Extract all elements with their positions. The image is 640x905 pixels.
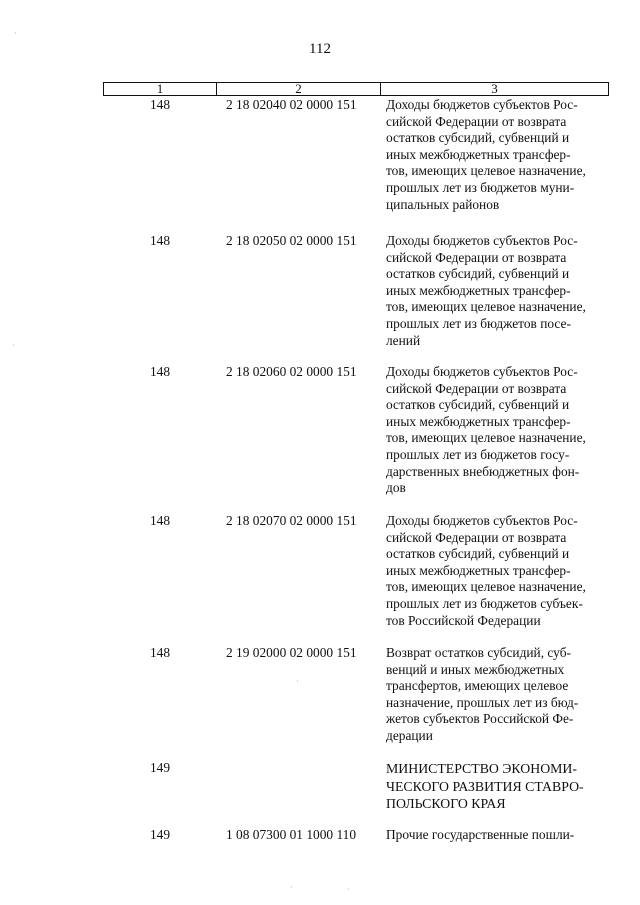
- row-col2-budget-code: 2 18 02060 02 0000 151: [226, 364, 357, 379]
- row-col1-code: 148: [149, 364, 171, 379]
- row-col3-description: Доходы бюджетов субъектов Рос- сийской Федерации от возврата остатков субсидий, субвенций и иных межбюджетных трансфер- тов, имеющих целевое назначение, прошлых лет из бюджетов госу- дарственных внебюджетных фон- дов: [386, 364, 586, 496]
- table-header-col-2: 2: [217, 83, 381, 95]
- row-col2-budget-code: 2 19 02000 02 0000 151: [226, 645, 357, 660]
- row-col1-code: 148: [149, 97, 171, 112]
- row-col3-description: Прочие государственные пошли-: [386, 827, 575, 842]
- row-col1-code: 149: [149, 760, 171, 775]
- row-col2-budget-code: 2 18 02040 02 0000 151: [226, 97, 357, 112]
- row-col1-code: 149: [149, 827, 171, 842]
- table-header-col-1: 1: [104, 83, 217, 95]
- row-col3-description: Возврат остатков субсидий, суб- венций и иных межбюджетных трансфертов, имеющих целевое назначение, прошлых лет из бюд- жетов субъектов Российской Фе- дерации: [386, 645, 579, 743]
- row-col3-description: Доходы бюджетов субъектов Рос- сийской Федерации от возврата остатков субсидий, субвенций и иных межбюджетных трансфер- тов, имеющих целевое назначение, прошлых лет из бюджетов субъек- тов Российской Федерации: [386, 513, 586, 628]
- row-col2-budget-code: 1 08 07300 01 1000 110: [226, 827, 357, 842]
- scan-speck: ·: [347, 885, 350, 894]
- row-col1-code: 148: [149, 645, 171, 660]
- row-col1-code: 148: [149, 233, 171, 248]
- row-col2-budget-code: 2 18 02070 02 0000 151: [226, 513, 357, 528]
- scan-speck: ·: [14, 29, 17, 38]
- row-col3-description: Доходы бюджетов субъектов Рос- сийской Федерации от возврата остатков субсидий, субвенций и иных межбюджетных трансфер- тов, имеющих целевое назначение, прошлых лет из бюджетов посе- лений: [386, 233, 586, 348]
- table-header-col-3: 3: [491, 81, 498, 96]
- row-col3-description: Доходы бюджетов субъектов Рос- сийской Федерации от возврата остатков субсидий, субвенций и иных межбюджетных трансфер- тов, имеющих целевое назначение, прошлых лет из бюджетов муни- ципальных районов: [386, 97, 586, 212]
- table-header-row: [103, 82, 609, 96]
- page-number: 112: [309, 41, 331, 57]
- scan-speck: ·: [296, 677, 299, 686]
- scan-speck: ·: [12, 341, 15, 350]
- row-col2-budget-code: 2 18 02050 02 0000 151: [226, 233, 357, 248]
- scan-speck: ·: [290, 883, 293, 892]
- row-col1-code: 148: [149, 513, 171, 528]
- row-col3-ministry-heading: МИНИСТЕРСТВО ЭКОНОМИ- ЧЕСКОГО РАЗВИТИЯ СТАВРО- ПОЛЬСКОГО КРАЯ: [386, 761, 584, 811]
